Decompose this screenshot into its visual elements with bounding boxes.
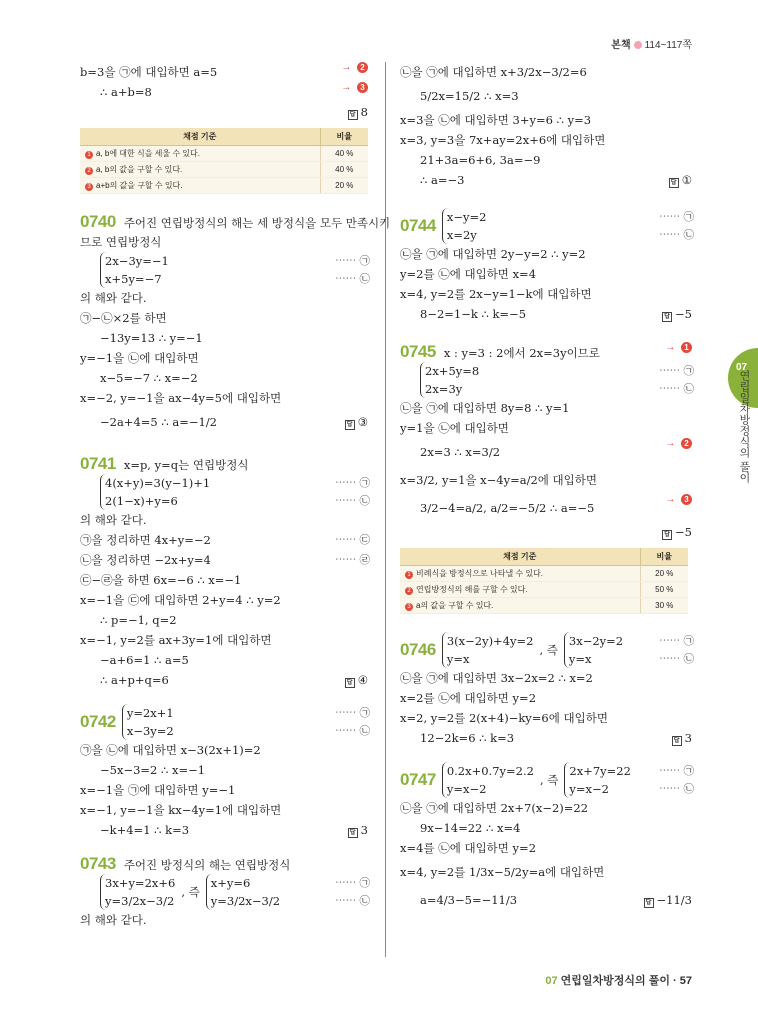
step-marker: → 2: [665, 438, 692, 449]
right-column: [400, 62, 694, 914]
text-line: ∴ a+b=8 → 3: [80, 82, 370, 102]
text-line: −13y=13 ∴ y=−1: [100, 331, 203, 345]
problem-0743: 0743 주어진 방정식의 해는 연립방정식: [80, 854, 291, 873]
answer-line: 답 8: [80, 102, 370, 122]
text-line: x=−1을 ㉠에 대입하면 y=−1: [80, 783, 236, 797]
equation-system: 4(x+y)=3(y−1)+1 2(1−x)+y=6 ⋯⋯ ㉠ ⋯⋯ ㉡: [80, 474, 370, 510]
text-line: y=1을 ㉡에 대입하면: [400, 421, 509, 435]
text-line: −k+4=1 ∴ k=3 답 3: [100, 823, 368, 837]
text-line: y=−1을 ㉡에 대입하면: [80, 351, 199, 365]
text-line: x=−2, y=−1을 ax−4y=5에 대입하면: [80, 391, 282, 405]
text-line: ㉡을 정리하면 −2x+y=4 ⋯⋯ ㉣: [80, 553, 370, 567]
text-line: −5x−3=2 ∴ x=−1: [100, 763, 206, 777]
problem-0744: 0744 x−y=2 x=2y ⋯⋯ ㉠ ⋯⋯ ㉡: [400, 210, 694, 242]
scoring-table: 채점 기준 비율 1 비례식을 방정식으로 나타낼 수 있다. 20 % 2 연립방정식의 해를 구할 수 있다. 50 % 3 a의 값을 구할 수 있다. 30 %: [400, 548, 688, 614]
step-marker: → 1: [665, 342, 692, 353]
text-line: ㉡을 ㉠에 대입하면 2y−y=2 ∴ y=2: [400, 247, 586, 261]
text-line: x=−1, y=2를 ax+3y=1에 대입하면: [80, 633, 272, 647]
page-header: 본책 114~117쪽: [611, 40, 692, 51]
text-line: x−5=−7 ∴ x=−2: [100, 371, 198, 385]
text-line: 3/2−4=a/2, a/2=−5/2 ∴ a=−5 → 3: [400, 494, 694, 522]
text-line: 21+3a=6+6, 3a=−9: [420, 153, 541, 167]
text-line: ㉡을 ㉠에 대입하면 3x−2x=2 ∴ x=2: [400, 671, 593, 685]
text-line: 9x−14=22 ∴ x=4: [420, 821, 521, 835]
answer-icon: 답: [348, 828, 358, 838]
text-line: 의 해와 같다.: [80, 513, 147, 527]
problem-0741: 0741 x=p, y=q는 연립방정식: [80, 454, 249, 473]
text-line: ㉡을 ㉠에 대입하면 2x+7(x−2)=22: [400, 801, 589, 815]
text-line: b=3을 ㉠에 대입하면 a=5 → 2: [80, 62, 370, 82]
text-line: 2x=3 ∴ x=3/2 → 2: [400, 438, 694, 466]
text-line: y=2를 ㉡에 대입하면 x=4: [400, 267, 537, 281]
scoring-table: 채점 기준 비율 1 a, b에 대한 식을 세울 수 있다. 40 % 2 a, b의 값을 구할 수 있다. 40 % 3 a+b의 값을 구할 수 있다. 20 %: [80, 128, 368, 194]
chapter-tab-title: 연립일차방정식의 풀이: [738, 370, 750, 484]
equation-system: 2x−3y=−1 x+5y=−7 ⋯⋯ ㉠ ⋯⋯ ㉡: [80, 252, 370, 288]
left-column: [80, 62, 391, 930]
text-line: ∴ a=−3 답 ①: [420, 173, 692, 187]
text-line: −2a+4=5 ∴ a=−1/2 답 ③: [100, 415, 368, 429]
answer-icon: 답: [345, 420, 355, 430]
text-line: x=4, y=2를 1/3x−5/2y=a에 대입하면: [400, 865, 605, 879]
text-line: x=2를 ㉡에 대입하면 y=2: [400, 691, 537, 705]
equation-system: 2x+5y=8 2x=3y ⋯⋯ ㉠ ⋯⋯ ㉡: [400, 362, 694, 398]
text-line: x=−1, y=−1을 kx−4y=1에 대입하면: [80, 803, 282, 817]
text-line: 의 해와 같다.: [80, 291, 147, 305]
text-line: x=−1을 ㉢에 대입하면 2+y=4 ∴ y=2: [80, 593, 281, 607]
text-line: x=3을 ㉡에 대입하면 3+y=6 ∴ y=3: [400, 113, 592, 127]
answer-icon: 답: [644, 898, 654, 908]
text-line: 의 해와 같다.: [80, 913, 147, 927]
answer-icon: 답: [345, 678, 355, 688]
text-line: ∴ a+p+q=6 답 ④: [100, 673, 368, 687]
problem-0745: 0745 x : y=3 : 2에서 2x=3y이므로 → 1: [400, 342, 694, 362]
text-line: ㉠을 ㉡에 대입하면 x−3(2x+1)=2: [80, 743, 261, 757]
step-marker: → 2: [341, 62, 368, 73]
text-line: 12−2k=6 ∴ k=3 답 3: [420, 731, 692, 745]
text-line: ∴ p=−1, q=2: [100, 613, 177, 627]
text-line: ㉠−㉡×2를 하면: [80, 311, 167, 325]
problem-0740: 0740 주어진 연립방정식의 해는 세 방정식을 모두 만족시키: [80, 212, 391, 231]
step-marker: → 3: [341, 82, 368, 93]
problem-0742: 0742 y=2x+1 x−3y=2 ⋯⋯ ㉠ ⋯⋯ ㉡: [80, 706, 370, 738]
answer-icon: 답: [672, 736, 682, 746]
equation-system: 3x+y=2x+6 y=3/2x−3/2 , 즉 x+y=6 y=3/2x−3/2 ⋯⋯ ㉠ ⋯⋯ ㉡: [80, 874, 370, 910]
text-line: −a+6=1 ∴ a=5: [100, 653, 189, 667]
text-line: a=4/3−5=−11/3 답 −11/3: [420, 893, 692, 907]
text-line: 므로 연립방정식: [80, 235, 162, 249]
text-line: ㉢−㉣을 하면 6x=−6 ∴ x=−1: [80, 573, 242, 587]
text-line: ㉠을 정리하면 4x+y=−2 ⋯⋯ ㉢: [80, 533, 370, 547]
answer-icon: 답: [348, 110, 358, 120]
text-line: 8−2=1−k ∴ k=−5 답 −5: [420, 307, 692, 321]
text-line: x=4, y=2를 2x−y=1−k에 대입하면: [400, 287, 592, 301]
column-divider: [385, 62, 386, 957]
text-line: x=2, y=2를 2(x+4)−ky=6에 대입하면: [400, 711, 608, 725]
problem-0747: 0747 0.2x+0.7y=2.2 y=x−2 , 즉 2x+7y=22 y=x−2 ⋯⋯ ㉠ ⋯⋯ ㉡: [400, 764, 694, 796]
answer-line: 답 −5: [400, 522, 694, 542]
page-footer: 07 연립일차방정식의 풀이 · 57: [545, 975, 692, 987]
text-line: ㉡을 ㉠에 대입하면 8y=8 ∴ y=1: [400, 401, 570, 415]
text-line: x=3/2, y=1을 x−4y=a/2에 대입하면: [400, 473, 597, 487]
answer-icon: 답: [669, 178, 679, 188]
answer-icon: 답: [662, 312, 672, 322]
answer-icon: 답: [662, 530, 672, 540]
text-line: x=4를 ㉡에 대입하면 y=2: [400, 841, 537, 855]
chapter-tab: 07: [728, 348, 758, 408]
problem-0746: 0746 3(x−2y)+4y=2 y=x , 즉 3x−2y=2 y=x ⋯⋯ ㉠ ⋯⋯ ㉡: [400, 634, 694, 666]
text-line: x=3, y=3을 7x+ay=2x+6에 대입하면: [400, 133, 606, 147]
dot-icon: [634, 41, 642, 49]
text-line: 5/2x=15/2 ∴ x=3: [420, 89, 519, 103]
step-marker: → 3: [665, 494, 692, 505]
text-line: ㉡을 ㉠에 대입하면 x+3/2x−3/2=6: [400, 65, 587, 79]
